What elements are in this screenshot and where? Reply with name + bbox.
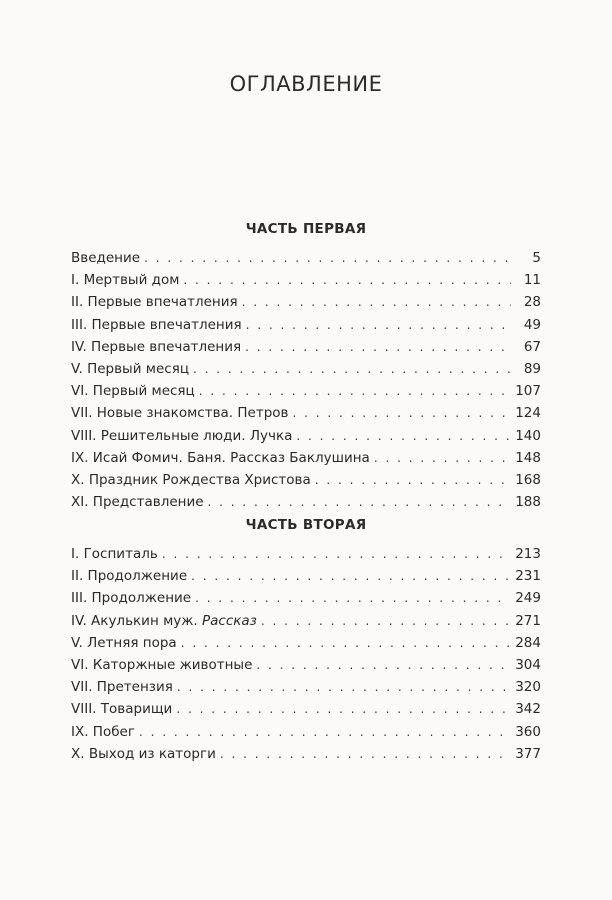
dot-leader xyxy=(144,247,511,269)
toc-entry-label: IV. Первые впечатления xyxy=(71,338,242,355)
dot-leader xyxy=(139,721,509,743)
dot-leader xyxy=(242,291,511,313)
toc-entry xyxy=(71,491,541,513)
toc-entry-label-italic: Рассказ xyxy=(202,612,257,629)
toc-entry xyxy=(71,269,541,291)
dot-leader xyxy=(199,380,509,402)
toc-entry-label: II. Продолжение xyxy=(71,568,188,585)
toc-entry-label: VII. Претензия xyxy=(71,679,173,696)
dot-leader xyxy=(246,314,511,336)
toc-entry xyxy=(71,402,541,424)
toc-entry-label: XI. Представление xyxy=(71,494,204,511)
toc-entry-label: VI. Первый месяц xyxy=(71,383,195,400)
dot-leader xyxy=(208,491,510,513)
toc-entry-label: II. Первые впечатления xyxy=(71,294,238,311)
toc-entry xyxy=(71,587,541,609)
toc-entry-page: 11 xyxy=(523,272,541,289)
dot-leader xyxy=(256,654,509,676)
dot-leader xyxy=(181,632,510,654)
toc-entry xyxy=(71,247,541,269)
toc-entry xyxy=(71,698,541,720)
toc-entry xyxy=(71,314,541,336)
toc-entry-page: 320 xyxy=(515,679,541,696)
toc-part-one xyxy=(71,247,541,513)
toc-entry-label: III. Первые впечатления xyxy=(71,316,242,333)
toc-entry-label: I. Мертвый дом xyxy=(71,272,180,289)
toc-entry-label: X. Праздник Рождества Христова xyxy=(71,471,311,488)
toc-entry xyxy=(71,291,541,313)
part-two-heading: ЧАСТЬ ВТОРАЯ xyxy=(245,517,367,533)
toc-entry xyxy=(71,676,541,698)
toc-entry xyxy=(71,358,541,380)
toc-entry-page: 5 xyxy=(532,250,541,266)
toc-entry xyxy=(71,380,541,402)
toc-entry-page: 249 xyxy=(515,590,541,607)
toc-entry xyxy=(71,565,541,587)
toc-entry-label: V. Первый месяц xyxy=(71,360,190,377)
toc-entry xyxy=(71,721,541,743)
dot-leader xyxy=(176,698,509,720)
toc-entry xyxy=(71,336,541,358)
toc-entry-page: 67 xyxy=(523,338,541,355)
dot-leader xyxy=(292,402,509,424)
dot-leader xyxy=(374,447,509,469)
toc-entry-page: 148 xyxy=(515,449,541,466)
toc-entry-page: 284 xyxy=(515,634,541,651)
dot-leader xyxy=(220,743,509,765)
toc-entry xyxy=(71,425,541,447)
toc-entry xyxy=(71,469,541,491)
toc-entry-label-text: IV. Акулькин муж. xyxy=(71,612,198,629)
toc-entry-page: 49 xyxy=(523,316,541,333)
toc-entry-page: 28 xyxy=(523,294,541,311)
dot-leader xyxy=(193,358,511,380)
part-one-heading: ЧАСТЬ ПЕРВАЯ xyxy=(245,221,367,237)
toc-entry-page: 360 xyxy=(515,723,541,740)
toc-entry-label: VIII. Решительные люди. Лучка xyxy=(71,427,293,444)
dot-leader xyxy=(191,565,509,587)
toc-entry-page: 231 xyxy=(515,568,541,585)
toc-entry-page: 107 xyxy=(515,383,541,400)
toc-entry-label: IX. Исай Фомич. Баня. Рассказ Баклушина xyxy=(71,449,370,466)
toc-entry xyxy=(71,447,541,469)
dot-leader xyxy=(261,610,509,632)
toc-entry-page: 188 xyxy=(515,494,541,511)
dot-leader xyxy=(195,587,509,609)
toc-entry-page: 342 xyxy=(515,701,541,718)
dot-leader xyxy=(183,269,511,291)
toc-entry-label: III. Продолжение xyxy=(71,590,192,607)
toc-entry-label xyxy=(71,610,261,632)
toc-entry-label: VIII. Товарищи xyxy=(71,701,173,718)
dot-leader xyxy=(245,336,511,358)
toc-entry-page: 89 xyxy=(523,360,541,377)
page-title: ОГЛАВЛЕНИЕ xyxy=(229,72,383,96)
toc-entry xyxy=(71,543,541,565)
dot-leader xyxy=(177,676,509,698)
toc-entry-page: 271 xyxy=(515,612,541,629)
toc-entry-label: IX. Побег xyxy=(71,723,135,740)
toc-entry-label: X. Выход из каторги xyxy=(71,745,216,762)
toc-entry xyxy=(71,654,541,676)
toc-entry-label: VII. Новые знакомства. Петров xyxy=(71,405,289,422)
dot-leader xyxy=(162,543,509,565)
toc-entry xyxy=(71,743,541,765)
toc-entry-label: I. Госпиталь xyxy=(71,546,158,562)
dot-leader xyxy=(296,425,509,447)
toc-entry-label: V. Летняя пора xyxy=(71,634,177,651)
toc-entry-page: 377 xyxy=(515,745,541,762)
toc-entry-page: 140 xyxy=(515,427,541,444)
toc-entry-page: 168 xyxy=(515,471,541,488)
toc-entry xyxy=(71,632,541,654)
toc-entry-page: 213 xyxy=(515,546,541,562)
toc-entry-page: 124 xyxy=(515,405,541,422)
toc-part-two xyxy=(71,543,541,765)
toc-entry-label: VI. Каторжные животные xyxy=(71,656,253,673)
toc-entry xyxy=(71,610,541,632)
toc-entry-page: 304 xyxy=(515,656,541,673)
dot-leader xyxy=(315,469,509,491)
toc-entry-label: Введение xyxy=(71,250,141,266)
